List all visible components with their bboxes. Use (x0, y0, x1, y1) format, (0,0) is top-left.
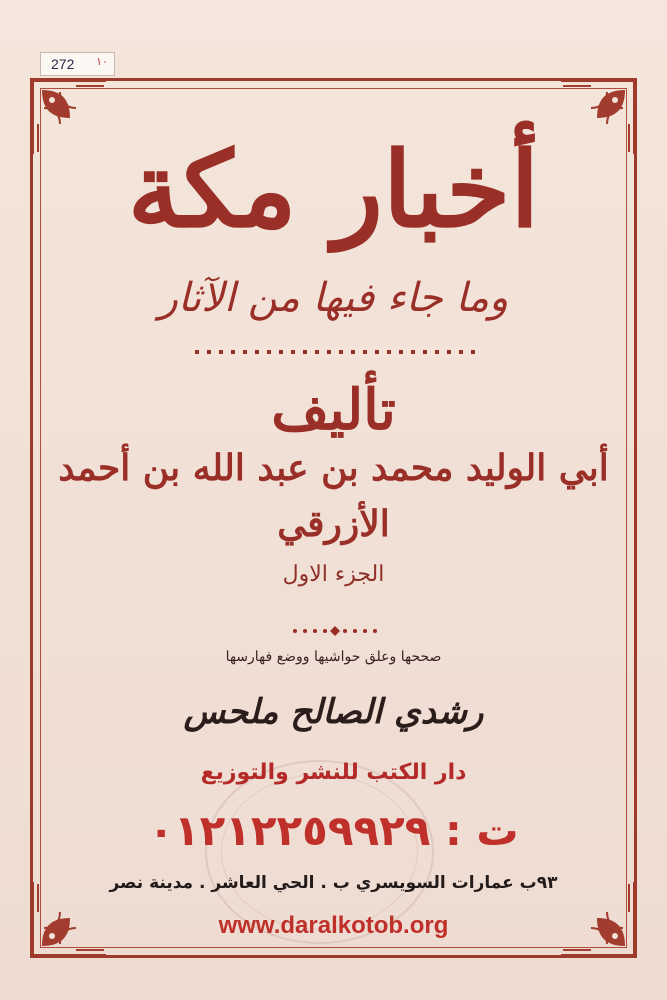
publisher-website: www.daralkotob.org (218, 912, 449, 939)
publisher-name: دار الكتب للنشر والتوزيع (200, 760, 467, 785)
library-sticker (40, 52, 115, 76)
publisher-address: ٩٣ب عمارات السويسري ب . الحي العاشر . مدينة نصر (109, 873, 558, 893)
book-title: أخبار مكة (127, 128, 540, 251)
sticker-number: 272 (51, 56, 75, 72)
editor-name: رشدي الصالح ملحس (183, 692, 484, 732)
dotted-divider (195, 347, 475, 357)
editor-credit-label: صححها وعلق حواشيها ووضع فهارسها (225, 649, 442, 665)
small-ornament-icon (290, 625, 380, 637)
publisher-phone: ت : ٠١٢١٢٢٥٩٩٢٩ (148, 806, 519, 855)
book-subtitle: وما جاء فيها من الآثار (158, 275, 509, 321)
volume-label: الجزء الاول (282, 562, 385, 587)
sticker-mark: ١٠ (96, 56, 108, 68)
author-name: أبي الوليد محمد بن عبد الله بن أحمد الأزرقي (58, 447, 609, 545)
authorship-label: تأليف (271, 377, 396, 443)
